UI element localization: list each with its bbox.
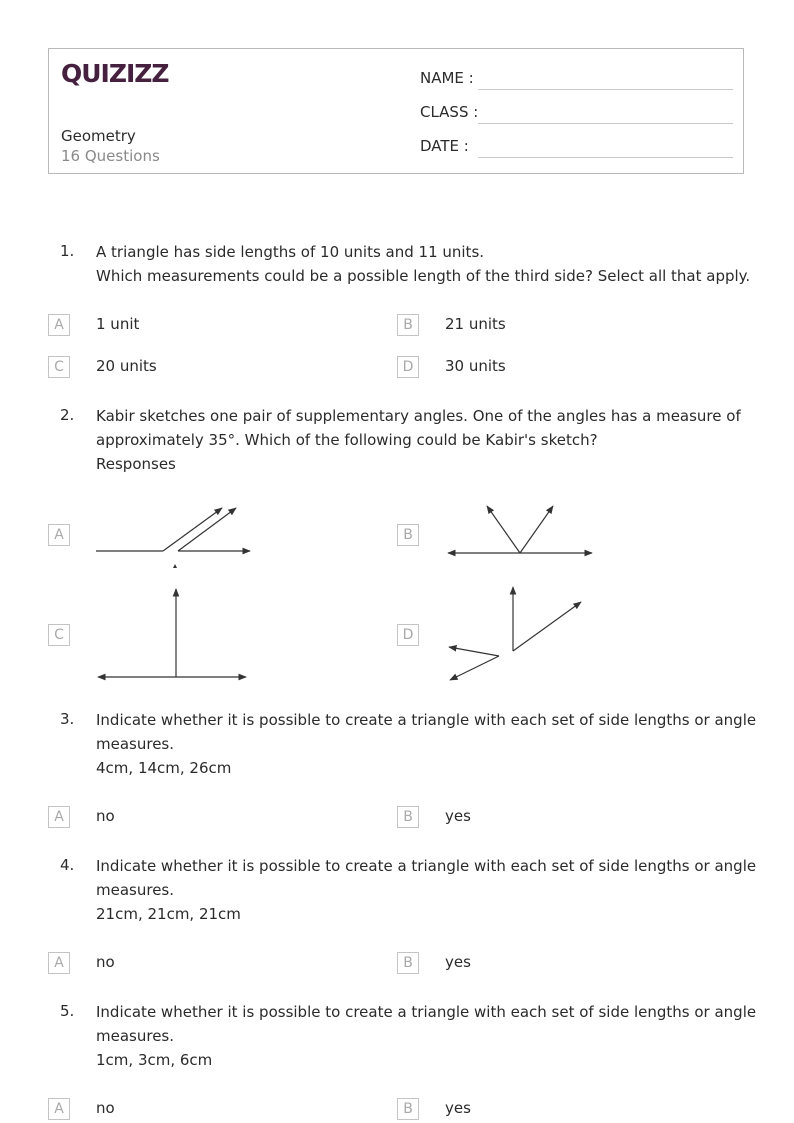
ray-diagonal	[513, 602, 581, 651]
option-badge-a[interactable]: A	[48, 952, 70, 974]
angle-sketch-c[interactable]	[96, 586, 250, 684]
date-line[interactable]	[478, 157, 733, 158]
angle-sketch-b[interactable]	[446, 504, 596, 560]
class-line[interactable]	[478, 123, 733, 124]
option-badge-c[interactable]: C	[48, 356, 70, 378]
question-line: 1cm, 3cm, 6cm	[96, 1051, 213, 1069]
question-line: Indicate whether it is possible to create a triangle with each set of side lengths or angle	[96, 857, 757, 875]
option-text[interactable]: 20 units	[96, 357, 157, 375]
option-text[interactable]: no	[96, 953, 115, 971]
question-3-number: 3.	[60, 710, 75, 728]
option-badge-d[interactable]: D	[397, 624, 419, 646]
ray-left	[487, 506, 520, 553]
question-line: 21cm, 21cm, 21cm	[96, 905, 241, 923]
option-badge-a[interactable]: A	[48, 524, 70, 546]
angle-sketch-a[interactable]	[94, 504, 254, 572]
option-text[interactable]: yes	[445, 1099, 471, 1117]
question-line: Indicate whether it is possible to create a triangle with each set of side lengths or angle	[96, 711, 757, 729]
question-5-number: 5.	[60, 1002, 75, 1020]
name-field[interactable]	[420, 69, 733, 91]
option-badge-b[interactable]: B	[397, 1098, 419, 1120]
option-text[interactable]: 1 unit	[96, 315, 140, 333]
worksheet-header	[48, 48, 744, 174]
option-text[interactable]: 21 units	[445, 315, 506, 333]
option-badge-a[interactable]: A	[48, 1098, 70, 1120]
question-line: Kabir sketches one pair of supplementary angles. One of the angles has a measure of	[96, 407, 741, 425]
name-line[interactable]	[478, 89, 733, 90]
date-label: DATE :	[420, 137, 469, 155]
option-text[interactable]: no	[96, 807, 115, 825]
name-label: NAME :	[420, 69, 474, 87]
date-field[interactable]	[420, 137, 733, 159]
class-field[interactable]	[420, 103, 733, 125]
small-arrow-tick	[173, 564, 177, 568]
question-1-number: 1.	[60, 242, 75, 260]
question-line: Which measurements could be a possible length of the third side? Select all that apply.	[96, 267, 751, 285]
question-4-text	[96, 854, 757, 926]
ray-upper	[163, 508, 222, 551]
question-line: measures.	[96, 735, 175, 753]
question-count: 16 Questions	[61, 147, 160, 165]
quizizz-logo: QUIZIZZ	[61, 59, 169, 88]
option-badge-b[interactable]: B	[397, 524, 419, 546]
option-badge-a[interactable]: A	[48, 806, 70, 828]
option-badge-b[interactable]: B	[397, 952, 419, 974]
question-2-text	[96, 404, 746, 476]
question-1-text	[96, 240, 751, 288]
question-line: measures.	[96, 881, 175, 899]
question-2-number: 2.	[60, 406, 75, 424]
ray-parallel	[178, 508, 236, 551]
option-text[interactable]: yes	[445, 807, 471, 825]
question-line: Responses	[96, 455, 176, 473]
question-line: measures.	[96, 1027, 175, 1045]
option-badge-c[interactable]: C	[48, 624, 70, 646]
ray-left-lower	[450, 656, 499, 680]
angle-sketch-d[interactable]	[446, 584, 586, 684]
question-4-number: 4.	[60, 856, 75, 874]
class-label: CLASS :	[420, 103, 479, 121]
option-badge-d[interactable]: D	[397, 356, 419, 378]
question-3-text	[96, 708, 757, 780]
option-badge-b[interactable]: B	[397, 806, 419, 828]
question-5-text	[96, 1000, 757, 1072]
option-badge-a[interactable]: A	[48, 314, 70, 336]
question-line: approximately 35°. Which of the following could be Kabir's sketch?	[96, 431, 598, 449]
question-line: 4cm, 14cm, 26cm	[96, 759, 232, 777]
ray-right	[520, 506, 553, 553]
option-text[interactable]: yes	[445, 953, 471, 971]
question-line: Indicate whether it is possible to create a triangle with each set of side lengths or angle	[96, 1003, 757, 1021]
option-badge-b[interactable]: B	[397, 314, 419, 336]
option-text[interactable]: 30 units	[445, 357, 506, 375]
worksheet-subject: Geometry	[61, 127, 136, 145]
question-line: A triangle has side lengths of 10 units and 11 units.	[96, 243, 485, 261]
option-text[interactable]: no	[96, 1099, 115, 1117]
ray-left-upper	[449, 647, 499, 656]
